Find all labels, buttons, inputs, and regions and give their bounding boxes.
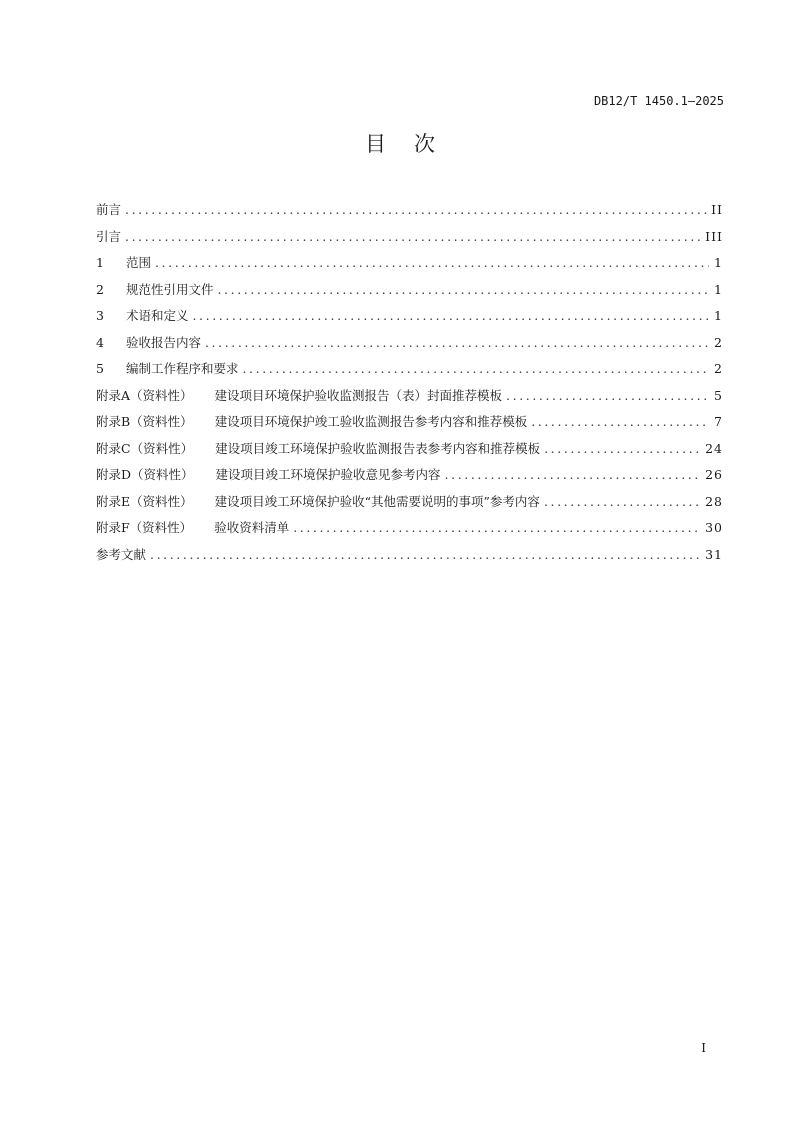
toc-entry-label bbox=[96, 439, 540, 457]
toc-entry-label bbox=[96, 306, 188, 324]
toc-page-number: 7 bbox=[714, 414, 723, 429]
toc-entry-number: 3 bbox=[96, 308, 104, 323]
toc-entry-label bbox=[96, 492, 540, 510]
toc-page-number: III bbox=[705, 228, 723, 244]
toc-entry-label bbox=[96, 253, 151, 271]
toc-entry-number: 附录C（资料性） bbox=[96, 440, 194, 456]
page-number: I bbox=[701, 1041, 706, 1055]
toc-leader-dots bbox=[125, 229, 701, 244]
toc-entry-title: 参考文献 bbox=[96, 546, 147, 562]
toc-leader-dots bbox=[544, 441, 701, 456]
toc-page-number: 1 bbox=[714, 255, 723, 270]
toc-leader-dots bbox=[125, 202, 707, 217]
toc-entry-label bbox=[96, 359, 238, 377]
toc-entry-title: 前言 bbox=[96, 202, 122, 217]
toc-entry-number: 附录E（资料性） bbox=[96, 493, 193, 509]
toc-leader-dots bbox=[242, 361, 709, 376]
toc-page-number: 31 bbox=[705, 546, 723, 562]
toc-entry-label bbox=[96, 465, 441, 483]
toc-entry-appendix-f[interactable] bbox=[96, 518, 723, 545]
toc-entry-title: 建设项目竣工环境保护验收“其他需要说明的事项”参考内容 bbox=[214, 493, 540, 509]
toc-entry-number: 附录B（资料性） bbox=[96, 414, 193, 429]
toc-entry-section-3[interactable] bbox=[96, 306, 723, 333]
toc-entry-appendix-a[interactable] bbox=[96, 386, 723, 413]
toc-entry-section-2[interactable] bbox=[96, 280, 723, 307]
toc-entry-number: 2 bbox=[96, 281, 104, 297]
toc-entry-title: 建设项目竣工环境保护验收监测报告表参考内容和推荐模板 bbox=[215, 440, 541, 456]
toc-entry-section-1[interactable] bbox=[96, 253, 723, 280]
toc-entry-number: 附录D（资料性） bbox=[96, 467, 194, 482]
toc-entry-title: 建设项目环境保护验收监测报告（表）封面推荐模板 bbox=[214, 387, 503, 403]
toc-page-number: 26 bbox=[705, 467, 723, 482]
toc-leader-dots bbox=[150, 547, 701, 562]
toc-entry-title: 建设项目环境保护竣工验收监测报告参考内容和推荐模板 bbox=[214, 414, 528, 429]
toc-entry-number: 5 bbox=[96, 361, 104, 376]
toc-page-number: 2 bbox=[714, 334, 723, 350]
toc-page-number: 5 bbox=[714, 387, 723, 403]
toc-entry-number: 附录F（资料性） bbox=[96, 520, 193, 535]
toc-entry-appendix-b[interactable] bbox=[96, 412, 723, 439]
toc-entry-appendix-e[interactable] bbox=[96, 492, 723, 519]
toc-entry-title: 范围 bbox=[125, 255, 151, 270]
toc-page-number: 28 bbox=[705, 493, 723, 509]
toc-entry-label bbox=[96, 518, 289, 536]
toc-entry-title: 验收资料清单 bbox=[214, 520, 290, 535]
toc-entry-section-4[interactable] bbox=[96, 333, 723, 360]
toc-leader-dots bbox=[293, 520, 701, 535]
toc-entry-label bbox=[96, 412, 527, 430]
toc-entry-appendix-d[interactable] bbox=[96, 465, 723, 492]
table-of-contents bbox=[96, 200, 723, 571]
toc-leader-dots bbox=[544, 494, 701, 509]
toc-entry-title: 建设项目竣工环境保护验收意见参考内容 bbox=[215, 467, 441, 482]
standard-number: DB12/T 1450.1—2025 bbox=[593, 94, 724, 108]
toc-entry-number: 1 bbox=[96, 255, 104, 270]
toc-page-number: 24 bbox=[705, 440, 723, 456]
toc-page-number: 30 bbox=[705, 520, 723, 535]
toc-entry-label bbox=[96, 386, 502, 404]
toc-entry-title: 术语和定义 bbox=[125, 308, 189, 323]
toc-leader-dots bbox=[155, 255, 709, 270]
toc-entry-appendix-c[interactable] bbox=[96, 439, 723, 466]
toc-page-number: II bbox=[711, 202, 723, 217]
toc-entry-bibliography[interactable] bbox=[96, 545, 723, 572]
toc-entry-number: 4 bbox=[96, 334, 104, 350]
toc-page-number: 1 bbox=[714, 281, 723, 297]
toc-leader-dots bbox=[531, 414, 709, 429]
toc-page-number: 1 bbox=[714, 308, 723, 323]
toc-entry-title: 验收报告内容 bbox=[125, 334, 201, 350]
toc-entry-number: 附录A（资料性） bbox=[96, 387, 193, 403]
toc-entry-introduction[interactable] bbox=[96, 227, 723, 254]
toc-entry-title: 引言 bbox=[96, 228, 122, 244]
toc-entry-section-5[interactable] bbox=[96, 359, 723, 386]
toc-leader-dots bbox=[445, 467, 702, 482]
toc-entry-title: 编制工作程序和要求 bbox=[125, 361, 239, 376]
toc-leader-dots bbox=[205, 335, 709, 350]
toc-page-number: 2 bbox=[714, 361, 723, 376]
page-title: 目次 bbox=[365, 132, 463, 156]
toc-leader-dots bbox=[506, 388, 709, 403]
toc-entry-label bbox=[96, 280, 213, 298]
toc-entry-foreword[interactable] bbox=[96, 200, 723, 227]
toc-entry-label bbox=[96, 333, 201, 351]
toc-leader-dots bbox=[217, 282, 709, 297]
toc-entry-title: 规范性引用文件 bbox=[125, 281, 214, 297]
toc-leader-dots bbox=[192, 308, 709, 323]
